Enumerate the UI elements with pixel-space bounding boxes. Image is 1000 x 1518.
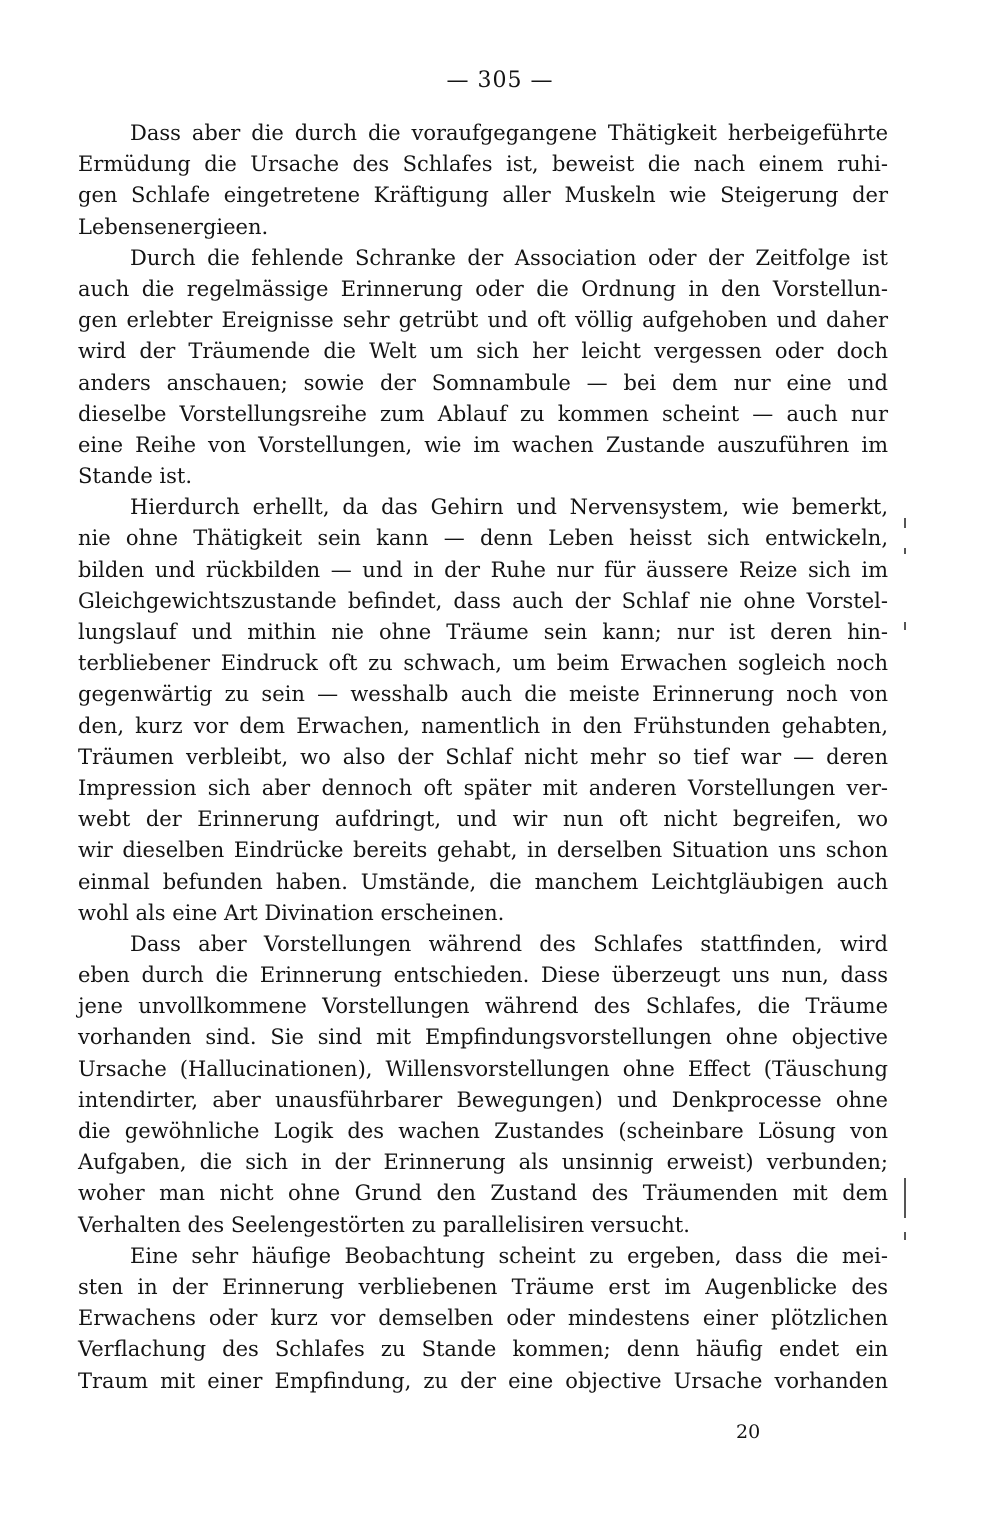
- page-number-header: — 305 —: [446, 68, 554, 93]
- text-line: Dass aber die durch die voraufgegangene Thätigkeit herbeigeführte: [130, 121, 888, 145]
- text-line: sten in der Erinnerung verbliebenen Träume erst im Augenblicke des: [78, 1274, 888, 1299]
- text-line: anders anschauen; sowie der Somnambule — bei dem nur eine und: [78, 370, 888, 395]
- text-line: gegenwärtig zu sein — wesshalb auch die meiste Erinnerung noch von: [78, 682, 888, 707]
- text-line: die gewöhnliche Logik des wachen Zustandes (scheinbare Lösung von: [78, 1119, 888, 1143]
- text-line: auch die regelmässige Erinnerung oder die Ordnung in den Vorstellun-: [78, 276, 888, 301]
- text-line: Ursache (Hallucinationen), Willensvorstellungen ohne Effect (Täuschung: [78, 1056, 888, 1081]
- text-line: webt der Erinnerung aufdringt, und wir nun oft nicht begreifen, wo: [78, 807, 888, 832]
- paragraph: [78, 118, 888, 243]
- text-line: Stande ist.: [78, 464, 193, 489]
- text-line: vorhanden sind. Sie sind mit Empfindungsvorstellungen ohne objective: [78, 1025, 888, 1050]
- signature-mark: 20: [736, 1421, 761, 1443]
- paragraph: [78, 929, 888, 1241]
- scan-speck: [904, 622, 906, 630]
- scan-speck: [904, 548, 906, 554]
- text-line: intendirter, aber unausführbarer Bewegungen) und Denkprocesse ohne: [78, 1087, 888, 1112]
- text-line: Hierdurch erhellt, da das Gehirn und Nervensystem, wie bemerkt,: [130, 495, 888, 520]
- text-line: Verflachung des Schlafes zu Stande kommen; denn häufig endet ein: [78, 1337, 888, 1362]
- text-line: Durch die fehlende Schranke der Association oder der Zeitfolge ist: [130, 245, 888, 270]
- scan-speck: [904, 1232, 906, 1240]
- text-line: wird der Träumende die Welt um sich her leicht vergessen oder doch: [78, 339, 888, 364]
- text-line: gen erlebter Ereignisse sehr getrübt und oft völlig aufgehoben und daher: [78, 308, 888, 333]
- paragraph: [78, 492, 888, 929]
- scan-speck: [904, 1178, 906, 1218]
- text-line: einmal befunden haben. Umstände, die manchem Leichtgläubigen auch: [78, 869, 888, 894]
- text-line: wir dieselben Eindrücke bereits gehabt, in derselben Situation uns schon: [78, 838, 888, 863]
- text-line: Aufgaben, die sich in der Erinnerung als unsinnig erweist) verbunden;: [78, 1150, 888, 1175]
- text-line: dieselbe Vorstellungsreihe zum Ablauf zu kommen scheint — auch nur: [78, 401, 888, 426]
- text-line: lungslauf und mithin nie ohne Träume sein kann; nur ist deren hin-: [78, 620, 888, 644]
- text-line: den, kurz vor dem Erwachen, namentlich in den Frühstunden gehabten,: [78, 713, 888, 738]
- paragraph: [78, 243, 888, 493]
- text-line: eine Reihe von Vorstellungen, wie im wachen Zustande auszuführen im: [78, 432, 888, 457]
- text-line: nie ohne Thätigkeit sein kann — denn Leben heisst sich entwickeln,: [78, 526, 888, 551]
- text-line: bilden und rückbilden — und in der Ruhe nur für äussere Reize sich im: [78, 557, 888, 582]
- text-line: Impression sich aber dennoch oft später mit anderen Vorstellungen ver-: [78, 775, 888, 800]
- text-line: Ermüdung die Ursache des Schlafes ist, beweist die nach einem ruhi-: [78, 152, 888, 177]
- margin-scan-marks: [904, 0, 914, 1518]
- text-line: gen Schlafe eingetretene Kräftigung aller Muskeln wie Steigerung der: [78, 183, 888, 208]
- text-line: Erwachens oder kurz vor demselben oder mindestens einer plötzlichen: [78, 1306, 888, 1331]
- text-line: terbliebener Eindruck oft zu schwach, um beim Erwachen sogleich noch: [78, 651, 888, 676]
- text-line: woher man nicht ohne Grund den Zustand des Träumenden mit dem: [78, 1181, 888, 1206]
- paragraph: [78, 1241, 888, 1397]
- text-line: Träumen verbleibt, wo also der Schlaf nicht mehr so tief war — deren: [78, 744, 888, 769]
- text-line: wohl als eine Art Divination erscheinen.: [78, 900, 505, 925]
- text-line: Traum mit einer Empfindung, zu der eine objective Ursache vorhanden: [78, 1368, 888, 1393]
- text-line: Lebensenergieen.: [78, 214, 269, 239]
- text-line: Dass aber Vorstellungen während des Schlafes stattfinden, wird: [130, 931, 888, 956]
- text-line: Verhalten des Seelengestörten zu parallelisiren versucht.: [78, 1212, 690, 1237]
- text-line: eben durch die Erinnerung entschieden. Diese überzeugt uns nun, dass: [78, 963, 888, 988]
- text-line: jene unvollkommene Vorstellungen während des Schlafes, die Träume: [78, 994, 888, 1019]
- text-line: Gleichgewichtszustande befindet, dass auch der Schlaf nie ohne Vorstel-: [78, 588, 888, 613]
- text-line: Eine sehr häufige Beobachtung scheint zu ergeben, dass die mei-: [130, 1243, 888, 1268]
- body-text: [78, 118, 888, 1397]
- scan-speck: [904, 518, 906, 528]
